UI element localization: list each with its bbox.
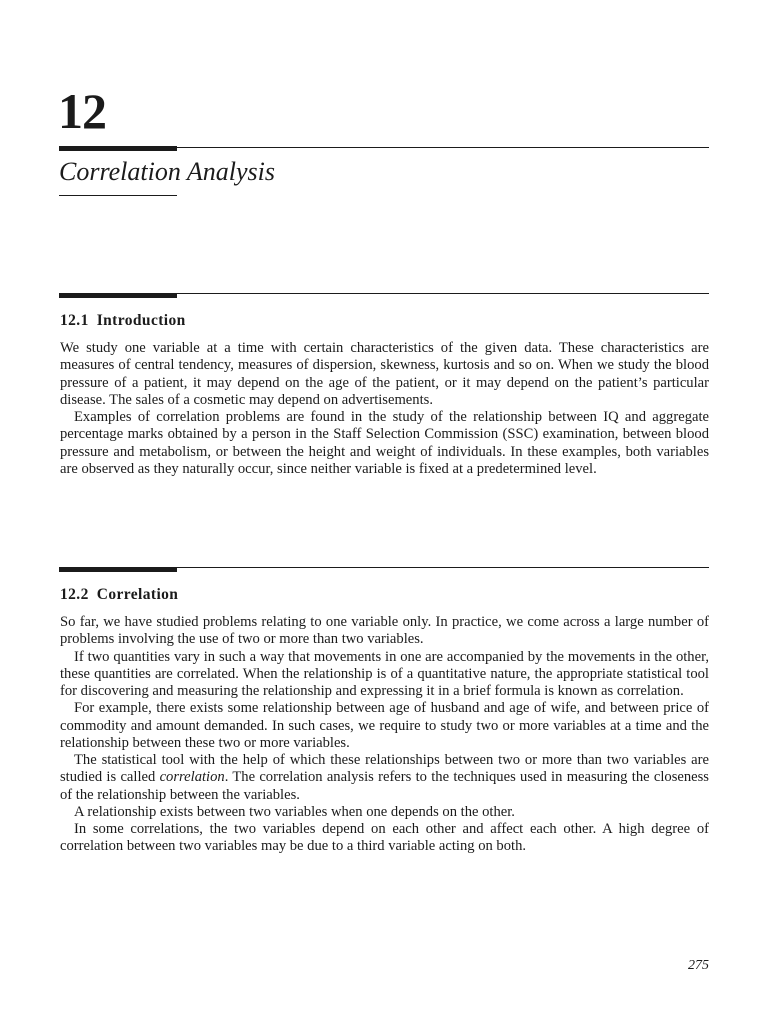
paragraph: If two quantities vary in such a way that movements in one are accompanied by the movements in the other, these quantities are correlated. When the relationship is of a quantitative nature, the appropriate statistical tool for discovering and measuring the relationship and expressing it in a brief formula is known as correlation.: [60, 648, 709, 699]
paragraph: We study one variable at a time with certain characteristics of the given data. These characteristics are measures of central tendency, measures of dispersion, skewness, kurtosis and so on. When we study the blood pressure of a patient, it may depend on the age of the patient, or it may depend on the patient’s particular disease. The sales of a cosmetic may depend on advertisements.: [60, 340, 709, 408]
paragraph: Examples of correlation problems are found in the study of the relationship between IQ and aggregate percentage marks obtained by a person in the Staff Selection Commission (SSC) examination, between blood pressure and metabolism, or between the height and weight of individuals. In these examples, both variables are observed as they naturally occur, since neither variable is fixed at a predetermined level.: [60, 409, 709, 477]
chapter-rule-thin: [177, 147, 709, 148]
paragraph: For example, there exists some relationship between age of husband and age of wife, and between price of commodity and amount demanded. In such cases, we require to study two or more variables at a time and the relationship between these two or more variables.: [60, 700, 709, 751]
chapter-number: 12: [58, 83, 106, 139]
section-body: [60, 614, 709, 856]
section-1-rule-thin: [177, 293, 709, 294]
section-2-rule-thick: [59, 567, 177, 572]
paragraph-text: The statistical tool with the help of which these relationships between two or more than two variables are studied is called: [60, 752, 709, 786]
section-number: 12.2: [60, 586, 89, 603]
section-body: [60, 340, 709, 478]
paragraph: [60, 752, 709, 804]
paragraph: In some correlations, the two variables depend on each other and affect each other. A high degree of correlation between two variables may be due to a third variable acting on both.: [60, 821, 709, 855]
section-heading: [60, 312, 186, 330]
chapter-title: Correlation Analysis: [59, 157, 275, 186]
paragraph: A relationship exists between two variables when one depends on the other.: [74, 803, 515, 820]
paragraph-text: . The correlation analysis refers to the techniques used in measuring the closeness of the relationship between the variables.: [60, 769, 709, 803]
section-1-rule-thick: [59, 293, 177, 298]
section-number: 12.1: [60, 312, 89, 329]
section-title: Correlation: [96, 586, 179, 603]
page-number: 275: [688, 958, 709, 973]
chapter-title-underline: [59, 195, 177, 196]
emphasized-term: correlation: [159, 769, 225, 786]
chapter-rule-thick: [59, 146, 177, 151]
paragraph: So far, we have studied problems relating to one variable only. In practice, we come across a large number of problems involving the use of two or more than two variables.: [60, 614, 709, 648]
section-heading: [60, 586, 178, 604]
section-2-rule-thin: [177, 567, 709, 568]
section-title: Introduction: [96, 312, 186, 329]
